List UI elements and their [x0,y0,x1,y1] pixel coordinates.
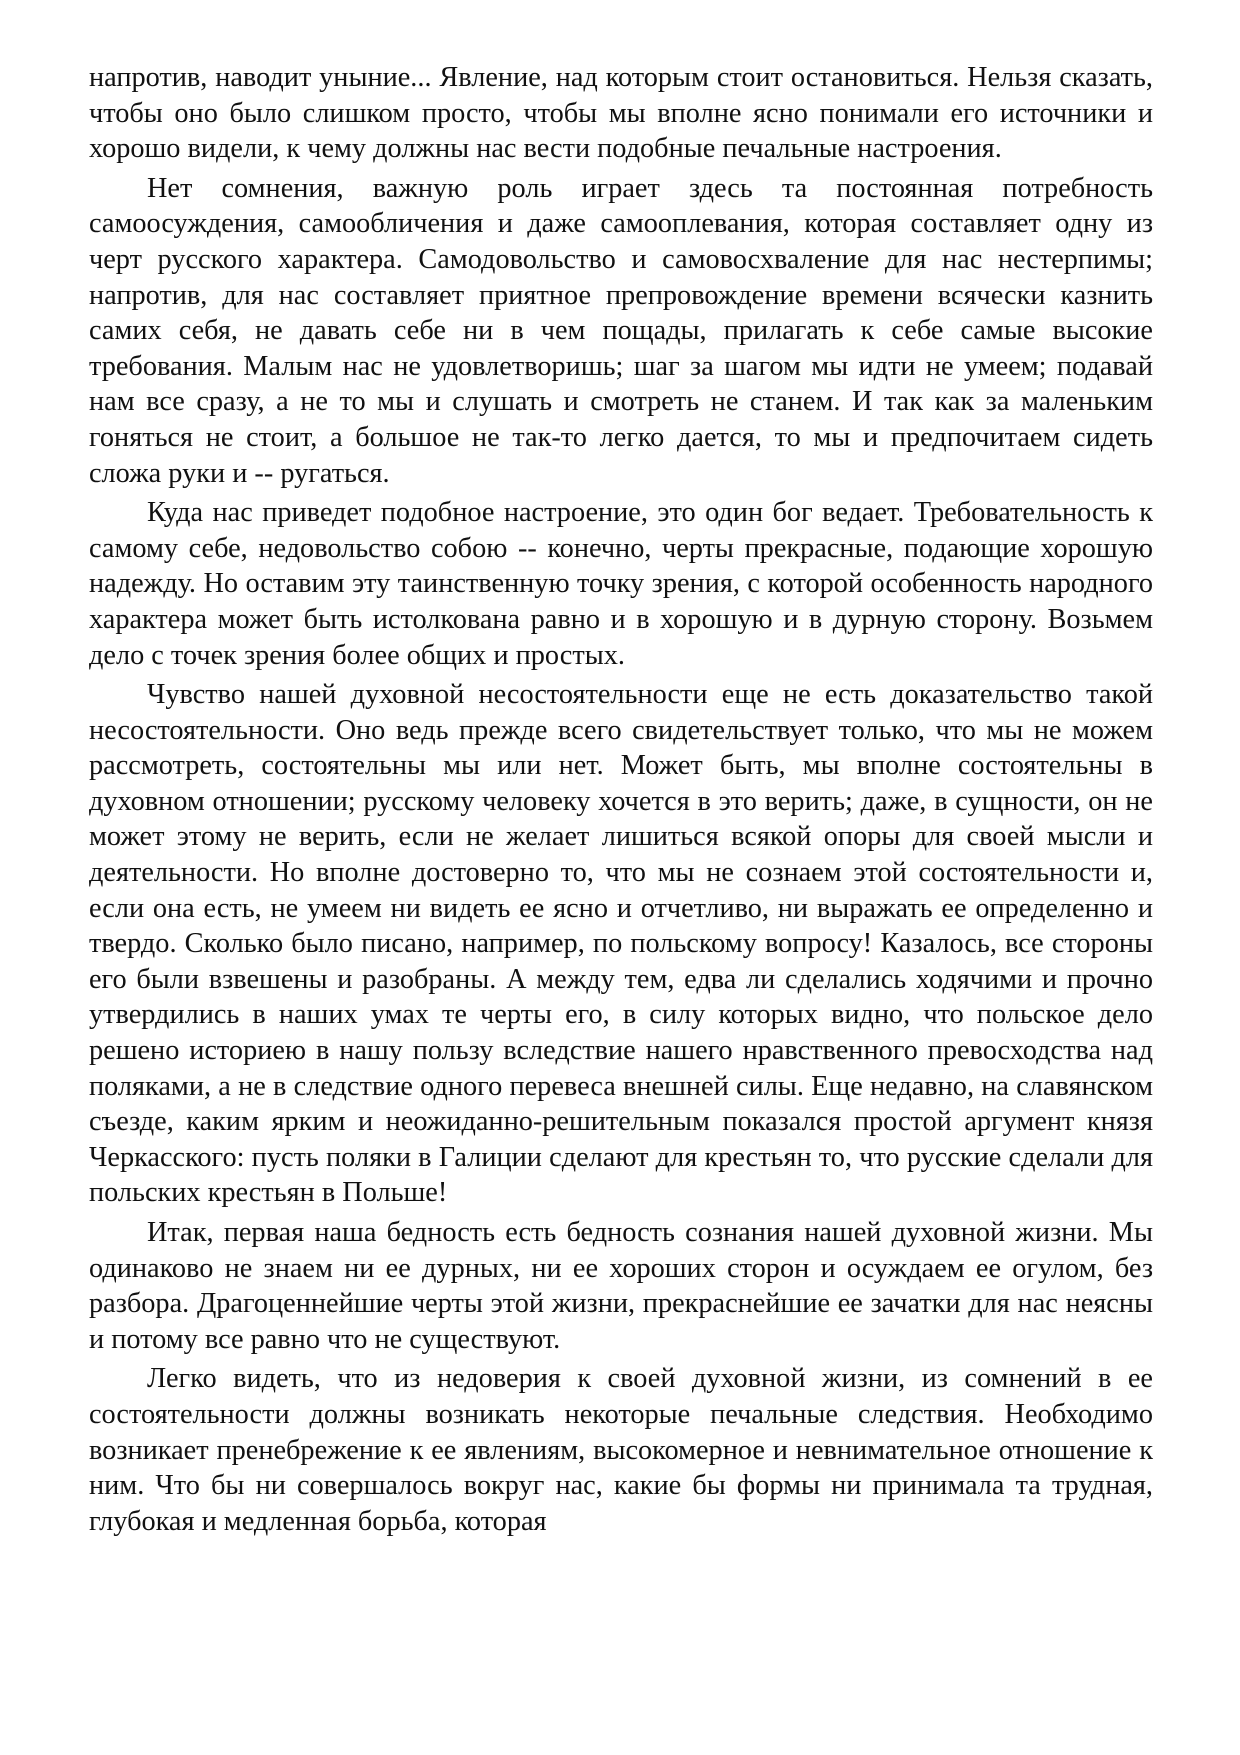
paragraph-consequences: Легко видеть, что из недоверия к своей духовной жизни, из сомнений в ее состоятельности должны возникать некоторые печальные следствия. Необходимо возникает пренебрежение к ее явлениям, высокомерное и невнимательное отношение к ним. Что бы ни совершалось вокруг нас, какие бы формы ни принимала та трудная, глубокая и медленная борьба, которая [89,1363,1153,1537]
document-page [89,60,1153,1543]
paragraph-mood-outcome: Куда нас приведет подобное настроение, это один бог ведает. Требовательность к самому себе, недовольство собою -- конечно, черты прекрасные, подающие хорошую надежду. Но оставим эту таинственную точку зрения, с которой особенность народного характера может быть истолкована равно и в хорошую и в дурную сторону. Возьмем дело с точек зрения более общих и простых. [89,497,1153,671]
paragraph-continuation: напротив, наводит уныние... Явление, над которым стоит остановиться. Нельзя сказать, чтобы оно было слишком просто, чтобы мы вполне ясно понимали его источники и хорошо видели, к чему должны нас вести подобные печальные настроения. [89,62,1153,165]
paragraph-self-criticism: Нет сомнения, важную роль играет здесь та постоянная потребность самоосуждения, самообличения и даже самооплевания, которая составляет одну из черт русского характера. Самодовольство и самовосхваление для нас нестерпимы; напротив, для нас составляет приятное препровождение времени всячески казнить самих себя, не давать себе ни в чем пощады, прилагать к себе самые высокие требования. Малым нас не удовлетворишь; шаг за шагом мы идти не умеем; подавай нам все сразу, а не то мы и слушать и смотреть не станем. И так как за маленьким гоняться не стоит, а большое не так-то легко дается, то мы и предпочитаем сидеть сложа руки и -- ругаться. [89,172,1153,489]
paragraph-spiritual-insolvency: Чувство нашей духовной несостоятельности еще не есть доказательство такой несостоятельности. Оно ведь прежде всего свидетельствует только, что мы не можем рассмотреть, состоятельны мы или нет. Может быть, мы вполне состоятельны в духовном отношении; русскому человеку хочется в это верить; даже, в сущности, он не может этому не верить, если не желает лишиться всякой опоры для своей мысли и деятельности. Но вполне достоверно то, что мы не сознаем этой состоятельности и, если она есть, не умеем ни видеть ее ясно и отчетливо, ни выражать ее определенно и твердо. Сколько было писано, например, по польскому вопросу! Казалось, все стороны его были взвешены и разобраны. А между тем, едва ли сделались ходячими и прочно утвердились в наших умах те черты его, в силу которых видно, что польское дело решено историею в нашу пользу вследствие нашего нравственного превосходства над поляками, а не в следствие одного перевеса внешней силы. Еще недавно, на славянском съезде, каким ярким и неожиданно-решительным показался простой аргумент князя Черкасского: пусть поляки в Галиции сделают для крестьян то, что русские сделали для польских крестьян в Польше! [89,679,1153,1209]
paragraph-first-poverty: Итак, первая наша бедность есть бедность сознания нашей духовной жизни. Мы одинаково не знаем ни ее дурных, ни ее хороших сторон и осуждаем ее огулом, без разбора. Драгоценнейшие черты этой жизни, прекраснейшие ее зачатки для нас неясны и потому все равно что не существуют. [89,1217,1153,1355]
